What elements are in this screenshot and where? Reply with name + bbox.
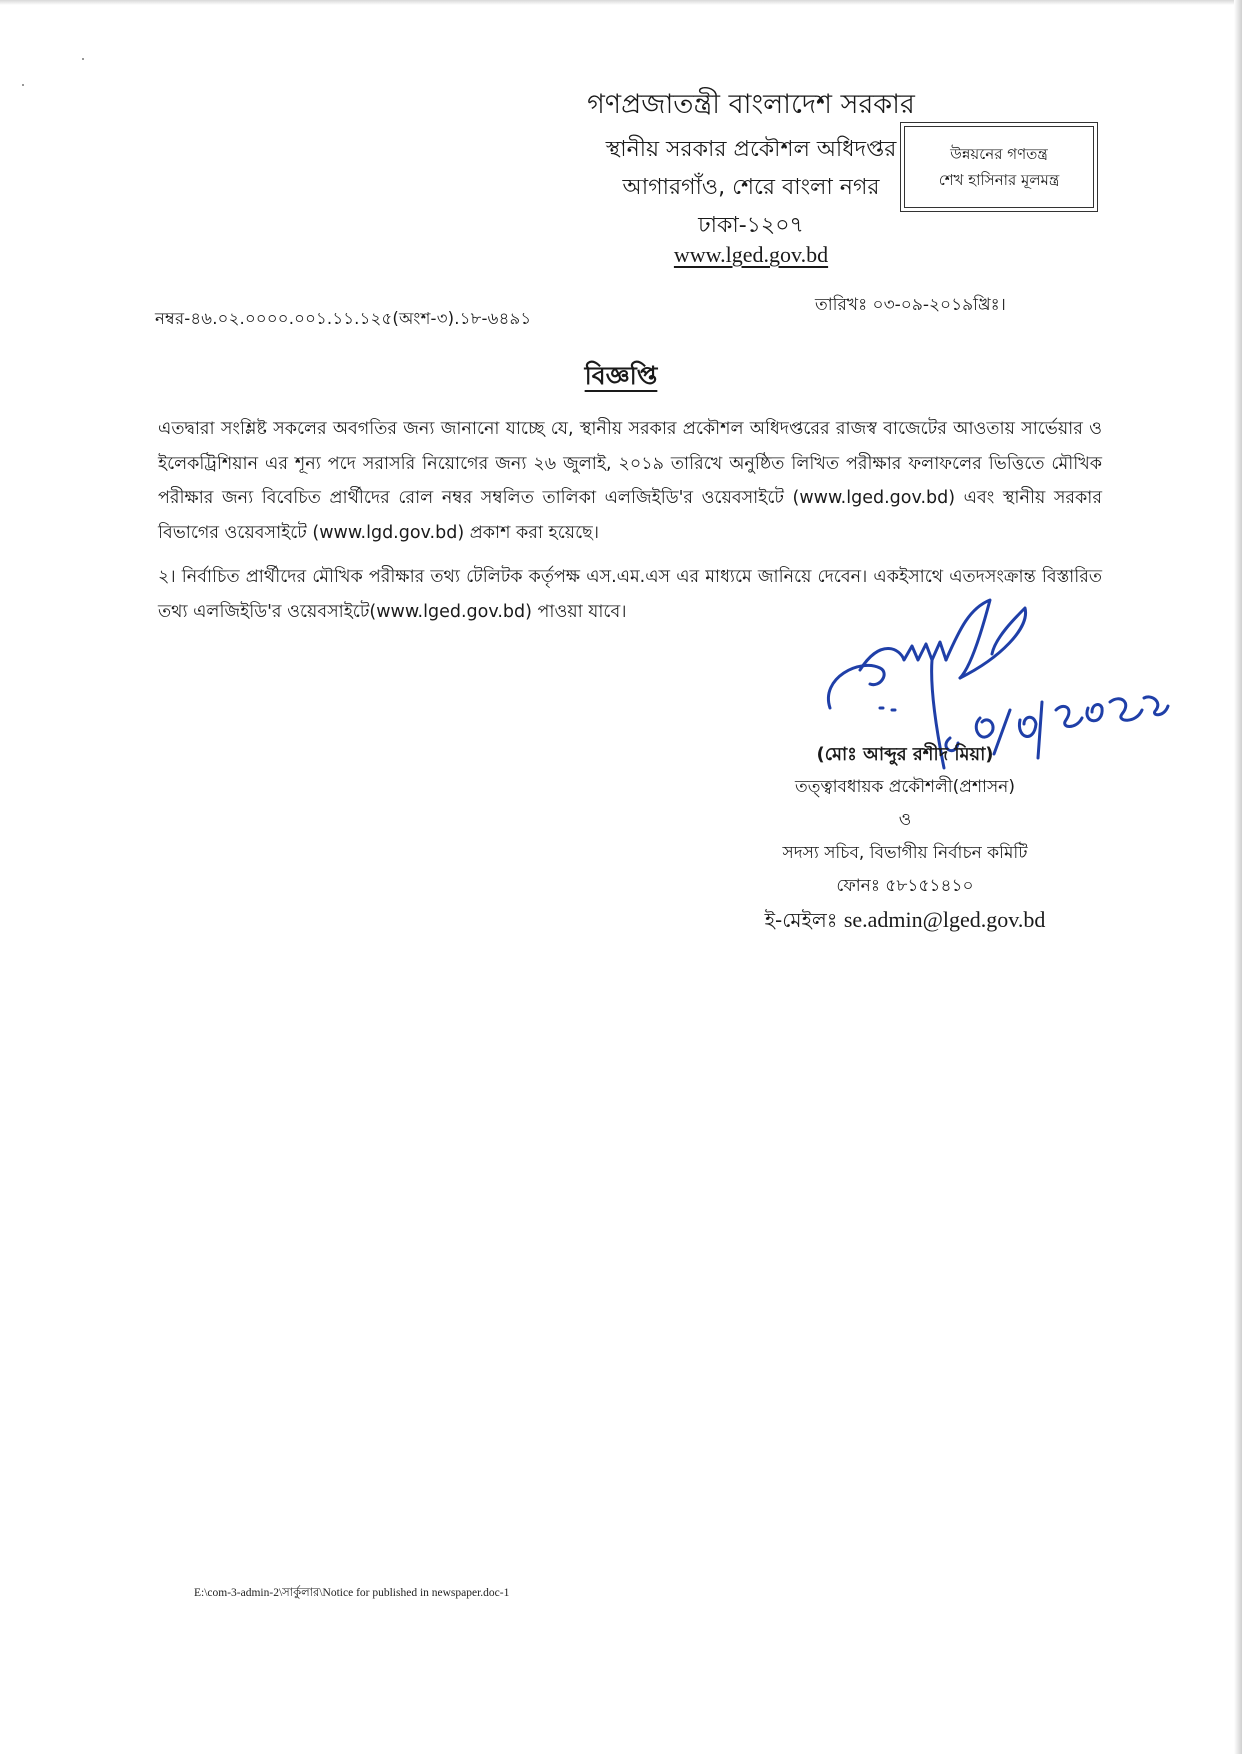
government-title: গণপ্রজাতন্ত্রী বাংলাদেশ সরকার (587, 89, 915, 120)
signature-stroke (960, 608, 1026, 678)
city-line: ঢাকা-১২০৭ (698, 213, 804, 238)
notice-title (0, 356, 1242, 399)
signature-stroke (880, 708, 895, 710)
slogan-line-2: শেখ হাসিনার মূলমন্ত্র (938, 171, 1060, 189)
signer-name: (মোঃ আব্দুর রশীদ মিয়া) (816, 744, 994, 765)
signer-designation: তত্ত্বাবধায়ক প্রকৌশলী(প্রশাসন) (795, 777, 1015, 797)
slogan-box (904, 126, 1094, 208)
signer-block (730, 738, 1080, 937)
address-line: আগারগাঁও, শেরে বাংলা নগর (622, 175, 880, 200)
signature-stroke (976, 718, 993, 737)
signature-stroke (1056, 706, 1082, 726)
signer-email[interactable]: se.admin@lged.gov.bd (843, 907, 1046, 932)
signer-email-label: ই-মেইলঃ (764, 908, 838, 932)
signature-stroke (828, 665, 884, 708)
signer-role: সদস্য সচিব, বিভাগীয় নির্বাচন কমিটি (782, 843, 1028, 863)
signer-conjunction: ও (898, 810, 912, 830)
body-paragraph-1: এতদ্বারা সংশ্লিষ্ট সকলের অবগতির জন্য জানানো যাচ্ছে যে, স্থানীয় সরকার প্রকৌশল অধিদপ্তরের রাজস্ব বাজেটের আওতায় সার্ভেয়ার ও ইলেকট্রিশিয়ান এর শূন্য পদে সরাসরি নিয়োগের জন্য ২৬ জুলাই, ২০১৯ তারিখে অনুষ্ঠিত লিখিত পরীক্ষার ফলাফলের ভিত্তিতে মৌখিক পরীক্ষার জন্য বিবেচিত প্রার্থীদের রোল নম্বর সম্বলিত তালিকা এলজিইডি'র ওয়েবসাইটে (www.lged.gov.bd) এবং স্থানীয় সরকার বিভাগের ওয়েবসাইটে (www.lgd.gov.bd) প্রকাশ করা হয়েছে। (158, 419, 1102, 543)
signature-stroke (1087, 705, 1102, 721)
signature-stroke (1019, 717, 1036, 736)
slogan-line-1: উন্নয়নের গণতন্ত্র (950, 144, 1048, 163)
website-link[interactable]: www.lged.gov.bd (673, 242, 829, 267)
scan-edge-top (0, 0, 1242, 5)
department-name: স্থানীয় সরকার প্রকৌশল অধিদপ্তর (605, 137, 897, 162)
signer-phone: ফোনঃ ৫৮১৫১৪১০ (836, 876, 974, 896)
signature-stroke (1110, 699, 1142, 720)
scan-speck (82, 58, 84, 60)
footer-file-path: E:\com-3-admin-2\সার্কুলার\Notice for published in newspaper.doc-1 (194, 1587, 510, 1599)
signer-email-line (730, 903, 1080, 937)
scan-speck (22, 84, 24, 86)
memo-date: তারিখঃ ০৩-০৯-২০১৯খ্রিঃ। (815, 295, 1006, 315)
body-paragraph-2: ২। নির্বাচিত প্রার্থীদের মৌখিক পরীক্ষার তথ্য টেলিটক কর্তৃপক্ষ এস.এম.এস এর মাধ্যমে জানিয়ে দেবেন। একইসাথে এতদসংক্রান্ত বিস্তারিত তথ্য এলজিইডি'র ওয়েবসাইটে(www.lged.gov.bd) পাওয়া যাবে। (158, 567, 1102, 622)
notice-title-text: বিজ্ঞপ্তি (584, 361, 658, 390)
signature-stroke (1144, 697, 1168, 715)
memo-number: নম্বর-৪৬.০২.০০০০.০০১.১১.১২৫(অংশ-৩).১৮-৬৪৯১ (155, 309, 532, 328)
website-line (130, 242, 1242, 268)
